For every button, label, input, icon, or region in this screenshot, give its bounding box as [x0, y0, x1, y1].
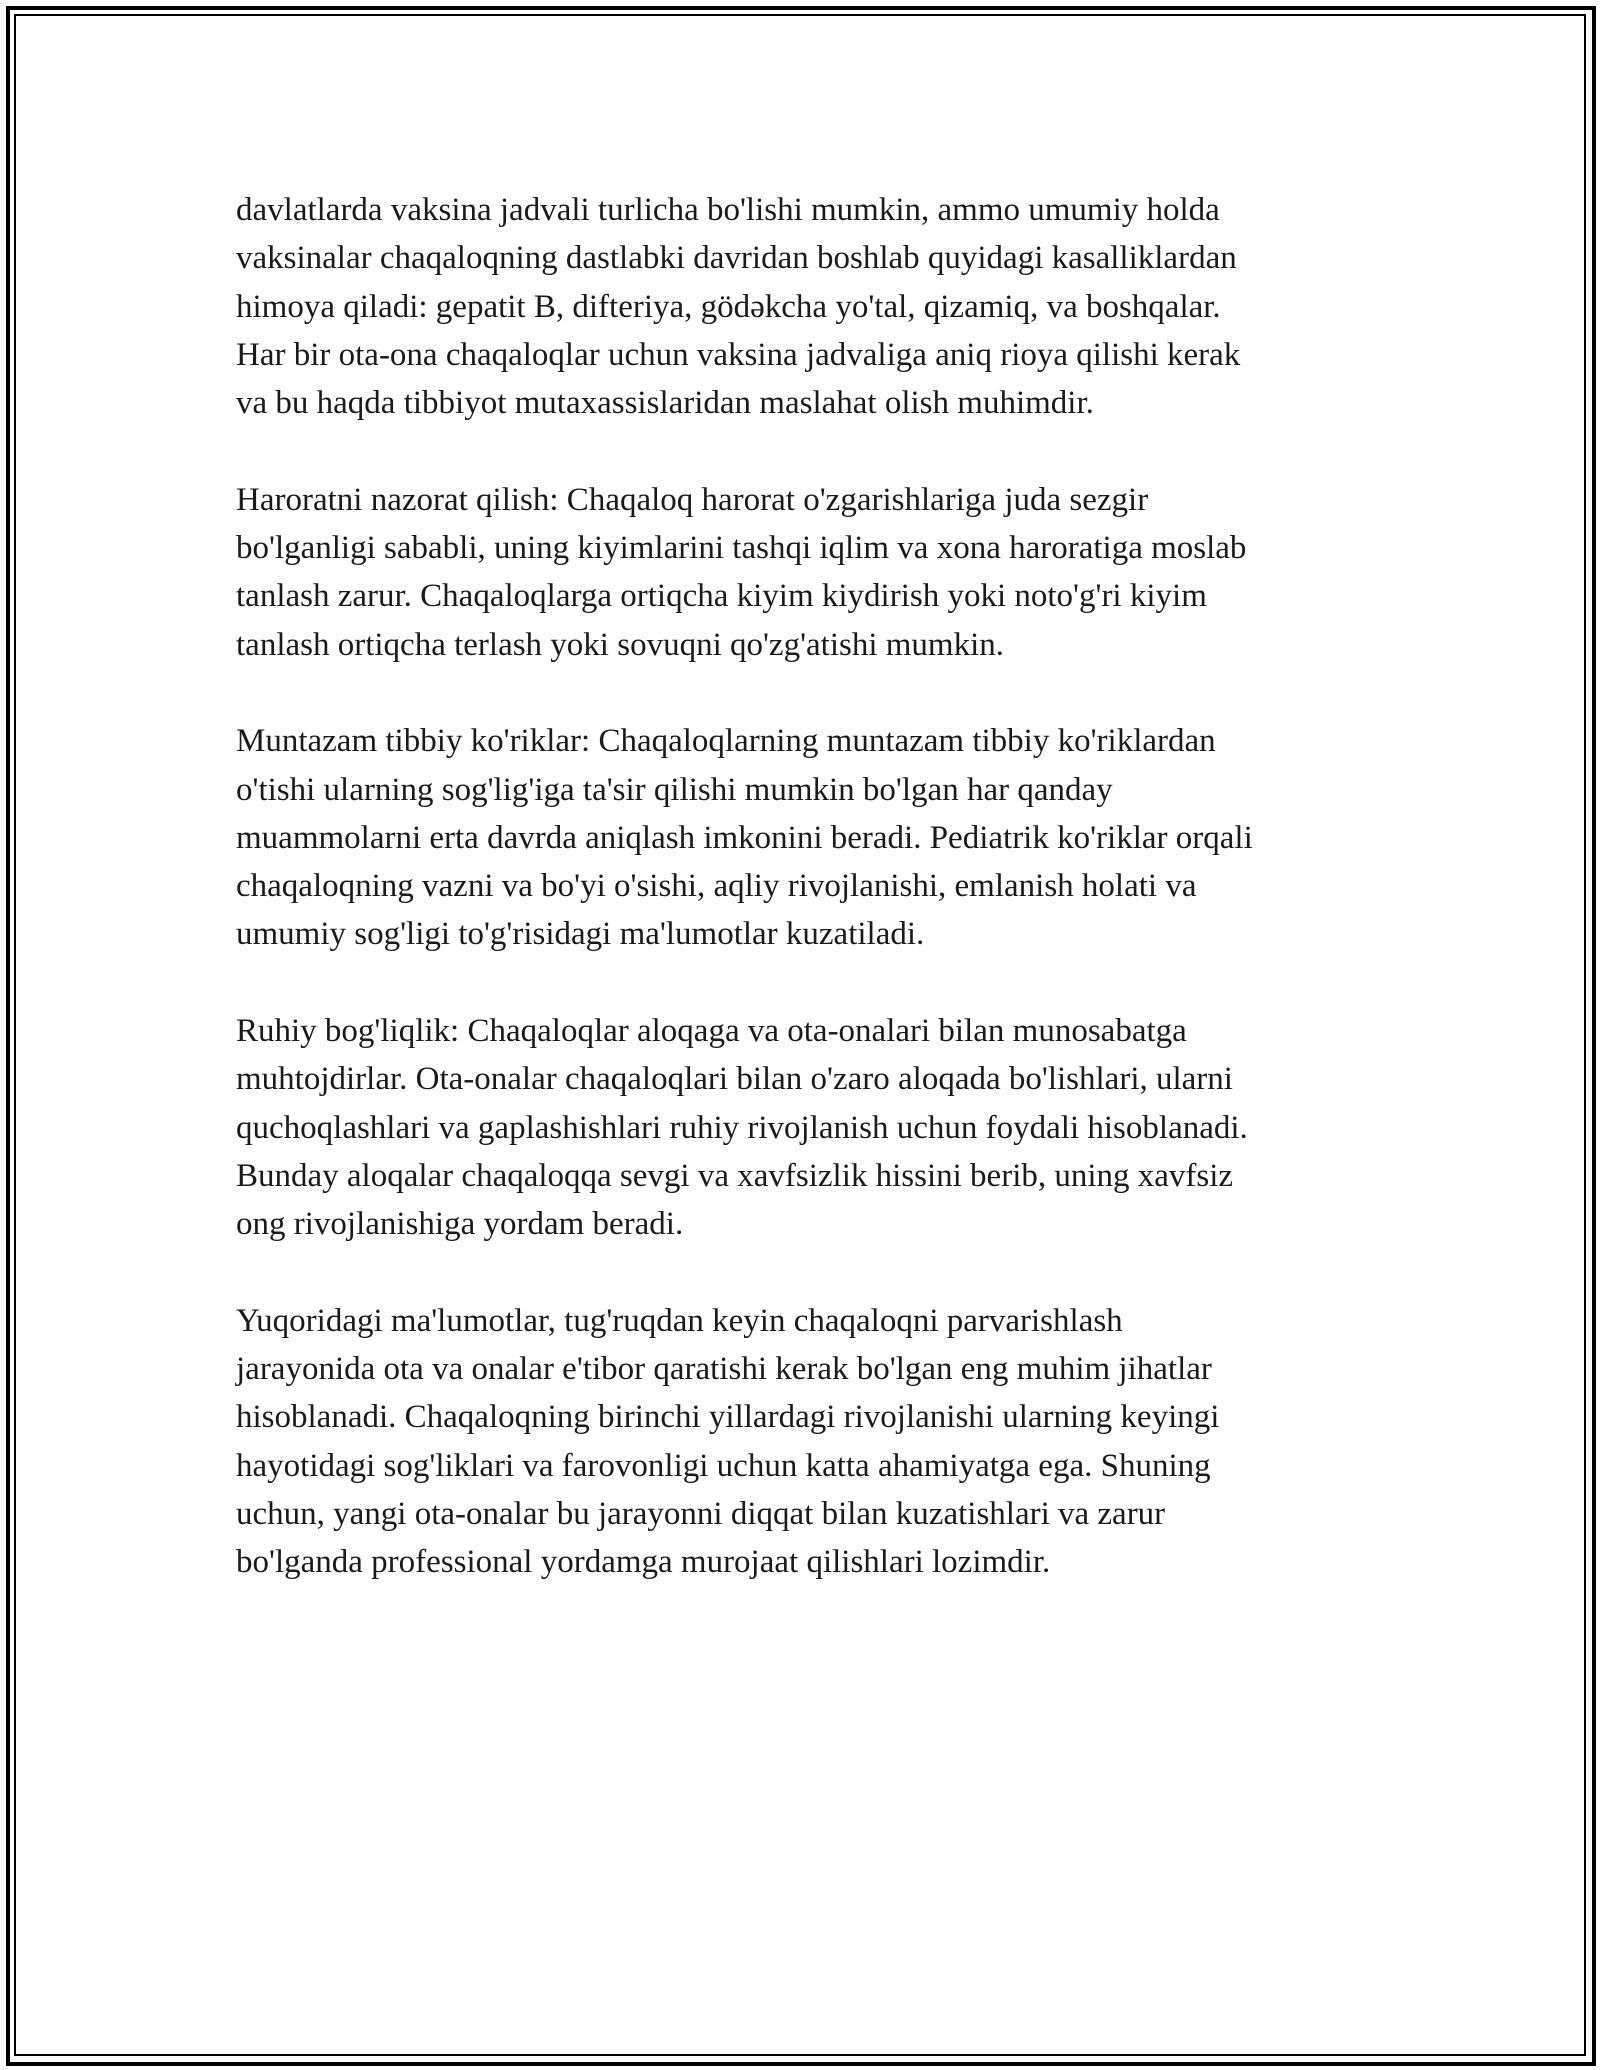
- paragraph-temperature-control: Haroratni nazorat qilish: Chaqaloq harorat o'zgarishlariga juda sezgir bo'lganligi sababli, uning kiyimlarini tashqi iqlim va xona haroratiga moslab tanlash zarur. Chaqaloqlarga ortiqcha kiyim kiydirish yoki noto'g'ri kiyim tanlash ortiqcha terlash yoki sovuqni qo'zg'atishi mumkin.: [236, 481, 1247, 663]
- paragraph-emotional-bond: Ruhiy bog'liqlik: Chaqaloqlar aloqaga va ota-onalari bilan munosabatga muhtojdirlar. Ota-onalar chaqaloqlari bilan o'zaro aloqada bo'lishlari, ularni quchoqlashlari va gaplashishlari ruhiy rivojlanish uchun foydali hisoblanadi. Bunday aloqalar chaqaloqqa sevgi va xavfsizlik hissini berib, uning xavfsiz ong rivojlanishiga yordam beradi.: [236, 1013, 1248, 1243]
- document-body: [236, 186, 1396, 1635]
- paragraph-vaccination: davlatlarda vaksina jadvali turlicha bo'lishi mumkin, ammo umumiy holda vaksinalar chaqaloqning dastlabki davridan boshlab quyidagi kasalliklardan himoya qiladi: gepatit B, difteriya, gödəkcha yo'tal, qizamiq, va boshqalar. Har bir ota-ona chaqaloqlar uchun vaksina jadvaliga aniq rioya qilishi kerak va bu haqda tibbiyot mutaxassislaridan maslahat olish muhimdir.: [236, 192, 1241, 422]
- paragraph-medical-checkups: Muntazam tibbiy ko'riklar: Chaqaloqlarning muntazam tibbiy ko'riklardan o'tishi ularning sog'lig'iga ta'sir qilishi mumkin bo'lgan har qanday muammolarni erta davrda aniqlash imkonini beradi. Pediatrik ko'riklar orqali chaqaloqning vazni va bo'yi o'sishi, aqliy rivojlanishi, emlanish holati va umumiy sog'ligi to'g'risidagi ma'lumotlar kuzatiladi.: [236, 723, 1253, 953]
- paragraph-conclusion: Yuqoridagi ma'lumotlar, tug'ruqdan keyin chaqaloqni parvarishlash jarayonida ota va onalar e'tibor qaratishi kerak bo'lgan eng muhim jihatlar hisoblanadi. Chaqaloqning birinchi yillardagi rivojlanishi ularning keyingi hayotidagi sog'liklari va farovonligi uchun katta ahamiyatga ega. Shuning uchun, yangi ota-onalar bu jarayonni diqqat bilan kuzatishlari va zarur bo'lganda professional yordamga murojaat qilishlari lozimdir.: [236, 1302, 1220, 1581]
